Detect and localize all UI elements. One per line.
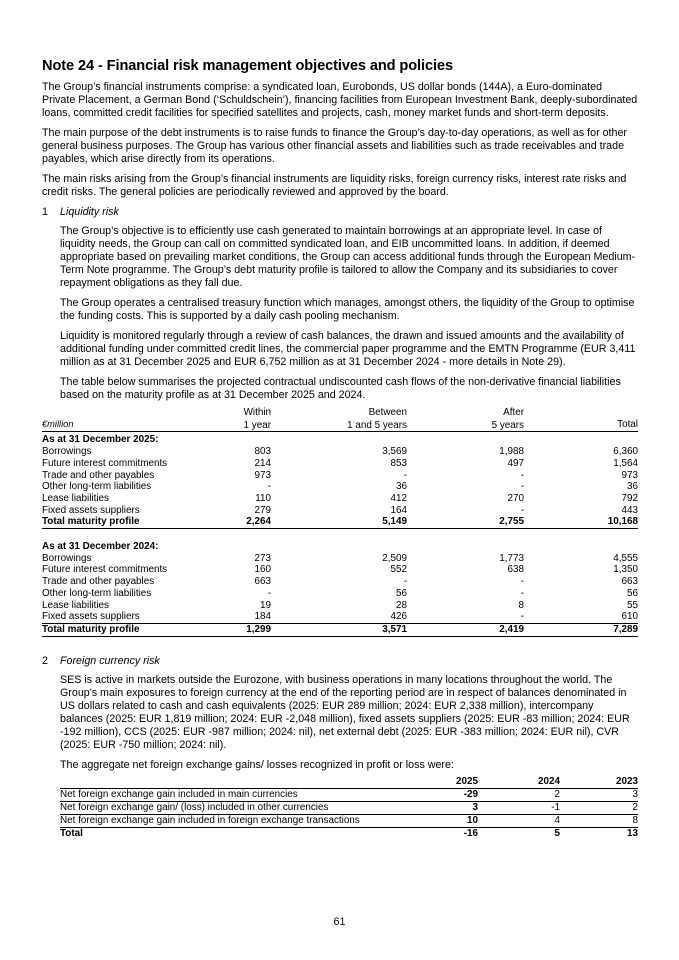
table-row: Trade and other payables 663 - - 663	[42, 576, 638, 588]
document-page	[42, 58, 638, 840]
intro-paragraph: The Group’s financial instruments comprise: a syndicated loan, Eurobonds, US dollar bonds (144A), a Euro-dominated Private Placement, a German Bond (‘Schuldschein’), financing facilities from European Investment Bank, deeply-subordinated loans, committed credit facilities for specified satellites and projects, cash, money market funds and short-term deposits.	[42, 81, 638, 119]
table-total-row: Total -16 5 13	[60, 827, 638, 839]
fx-paragraph: The aggregate net foreign exchange gains/ losses recognized in profit or loss were:	[60, 758, 454, 771]
table-row: Lease liabilities 19 28 8 55	[42, 599, 638, 611]
table-row: Fixed assets suppliers 184 426 - 610	[42, 611, 638, 623]
col-within-bottom: 1 year	[207, 420, 271, 432]
table-row: Future interest commitments 214 853 497 1,564	[42, 457, 638, 469]
table-row: Other long-term liabilities - 36 - 36	[42, 481, 638, 493]
col-between-bottom: 1 and 5 years	[271, 420, 407, 432]
note-title: Note 24 - Financial risk management objectives and policies	[42, 58, 453, 74]
section-title-text: Foreign currency risk	[60, 654, 160, 667]
fx-section-title	[42, 655, 638, 668]
liquidity-paragraph: The Group’s objective is to efficiently use cash generated to maintain borrowings at an appropriate level. In case of liquidity needs, the Group can call on committed syndicated loan, and EIB uncommitted loans. In addition, if deemed appropriate based on prevailing market conditions, the Group can access additional funds through the European Medium-Term Note programme. The Group’s debt maturity profile is tailored to allow the Company and its subsidiaries to cover repayment obligations as they fall due.	[60, 225, 636, 289]
col-after-top: After	[503, 407, 524, 418]
col-within-top: Within	[243, 407, 271, 418]
unit-label: €million	[42, 407, 207, 432]
table-row: Net foreign exchange gain/ (loss) included in other currencies 3 -1 2	[60, 801, 638, 813]
fx-paragraph: SES is active in markets outside the Eurozone, with business operations in many locations throughout the world. The Group's main exposures to foreign currency at the end of the reporting period are in respect of balances denominated in US dollars related to cash and cash equivalents (2025: EUR 289 million; 2024: EUR 2,338 million), intercompany balances (2025: EUR 1,819 million; 2024: EUR -2,048 million), fixed assets suppliers (2025: EUR -83 million; 2024: EUR -192 million), CCS (2025: EUR -987 million; 2024: nil), net external debt (2025: EUR -383 million; 2024: EUR nil), CVR (2025: EUR -750 million; 2024: nil).	[60, 673, 630, 751]
table-row: Fixed assets suppliers 279 164 - 443	[42, 504, 638, 516]
section-heading: As at 31 December 2025:	[42, 434, 159, 446]
table-row: Other long-term liabilities - 56 - 56	[42, 587, 638, 599]
table-total-row: Total maturity profile 2,264 5,149 2,755 10,168	[42, 516, 638, 528]
col-total: Total	[524, 407, 638, 432]
table-row: Net foreign exchange gain included in main currencies -29 2 3	[60, 788, 638, 800]
intro-paragraph: The main purpose of the debt instruments is to raise funds to finance the Group’s day-to-day operations, as well as for other general business purposes. The Group has various other financial assets and liabilities such as trade receivables and trade payables, which arise directly from its operations.	[42, 127, 627, 165]
maturity-profile-table	[42, 407, 638, 637]
intro-paragraph: The main risks arising from the Group’s financial instruments are liquidity risks, foreign currency risks, interest rate risks and credit risks. The general policies are periodically reviewed and approved by the board.	[42, 173, 627, 198]
section-heading: As at 31 December 2024:	[42, 541, 159, 553]
year-2023-header: 2023	[560, 776, 638, 789]
table-row: Future interest commitments 160 552 638 1,350	[42, 564, 638, 576]
section-number: 1	[42, 206, 48, 218]
liquidity-paragraph: Liquidity is monitored regularly through a review of cash balances, the drawn and issued amounts and the availability of additional funding under committed credit lines, the commercial paper programme and the EMTN Programme (EUR 3,411 million as at 31 December 2025 and EUR 6,752 million as at 31 December 2024 - more details in Note 29).	[60, 330, 636, 368]
section-title-text: Liquidity risk	[60, 206, 119, 218]
table-total-row: Total maturity profile 1,299 3,571 2,419 7,289	[42, 623, 638, 635]
page-number: 61	[333, 916, 346, 928]
year-2024-header: 2024	[478, 776, 560, 789]
col-between-top: Between	[368, 407, 407, 418]
col-after-bottom: 5 years	[407, 420, 524, 432]
liquidity-paragraph: The Group operates a centralised treasury function which manages, amongst others, the liquidity of the Group to optimise the funding costs. This is supported by a daily cash pooling mechanism.	[60, 297, 635, 322]
table-row: Borrowings 803 3,569 1,988 6,360	[42, 446, 638, 458]
table-row: Borrowings 273 2,509 1,773 4,555	[42, 552, 638, 564]
table-row: Trade and other payables 973 - - 973	[42, 469, 638, 481]
liquidity-paragraph: The table below summarises the projected contractual undiscounted cash flows of the non-derivative financial liabilities based on the maturity profile as at 31 December 2025 and 2024.	[60, 376, 621, 401]
table-row: Net foreign exchange gain included in foreign exchange transactions 10 4 8	[60, 814, 638, 826]
fx-gains-table	[60, 776, 638, 840]
liquidity-section-title	[42, 206, 638, 219]
section-number: 2	[42, 654, 48, 667]
year-2025-header: 2025	[400, 776, 478, 789]
table-row: Lease liabilities 110 412 270 792	[42, 492, 638, 504]
